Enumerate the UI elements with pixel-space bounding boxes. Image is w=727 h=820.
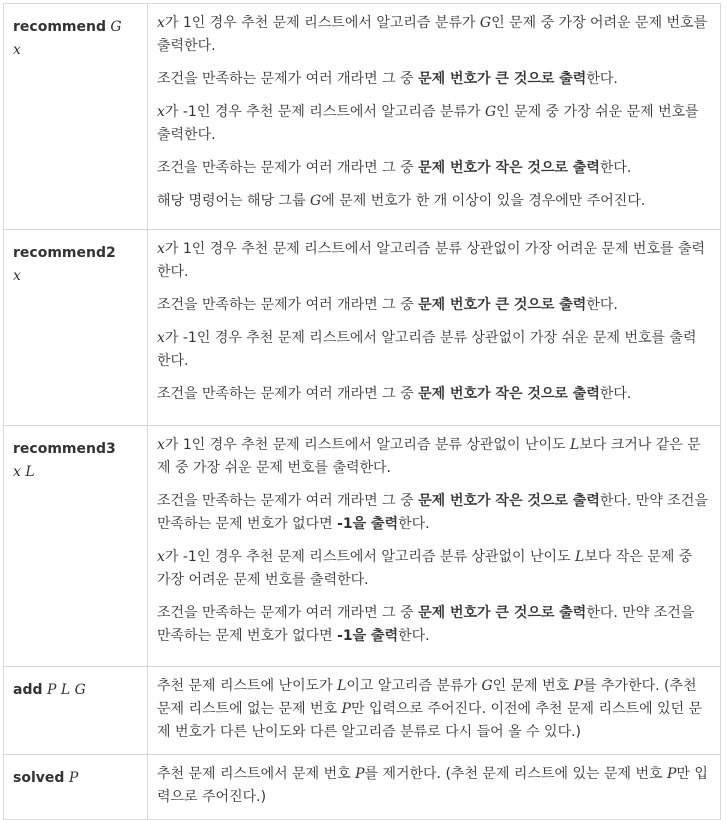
command-params: x [13,42,21,58]
command-params: P L G [42,682,86,698]
text-run: 한다. [586,297,618,313]
text-run: 인 문제 중 가장 쉬운 문제 번호를 출력한다. [157,104,699,143]
description-paragraph [157,294,710,317]
emphasis-text: -1을 출력 [337,516,399,532]
command-keyword: add [13,682,43,698]
text-run: 한다. [586,71,618,87]
description-paragraph [157,157,710,180]
text-run: 를 제거한다. (추천 문제 리스트에 있는 문제 번호 [364,766,667,782]
text-run: 인 문제 번호 [492,678,574,694]
description-paragraph [157,675,710,744]
math-variable: x [157,104,165,120]
description-paragraph [157,763,710,809]
command-keyword: recommend [13,19,106,35]
math-variable: x [157,330,165,346]
text-run: 추천 문제 리스트에서 문제 번호 [157,766,356,782]
command-row-add [4,667,721,755]
math-variable: x [157,15,165,31]
text-run: 추천 문제 리스트에 난이도가 [157,678,338,694]
command-row-recommend [4,4,721,230]
description-paragraph [157,190,710,213]
math-variable: x [157,549,165,565]
description-paragraph [157,383,710,406]
text-run: 조건을 만족하는 문제가 여러 개라면 그 중 [157,493,419,509]
math-variable: P [341,701,351,717]
text-run: 가 1인 경우 추천 문제 리스트에서 알고리즘 분류 상관없이 가장 어려운 문제 번호를 출력한다. [157,241,706,280]
text-run: 이고 알고리즘 분류가 [346,678,482,694]
command-params: x [13,268,21,284]
command-table [3,3,721,820]
description-paragraph [157,546,710,592]
text-run: 조건을 만족하는 문제가 여러 개라면 그 중 [157,386,419,402]
command-cell [4,4,148,230]
emphasis-text: 문제 번호가 작은 것으로 출력 [418,493,600,509]
command-row-recommend2 [4,230,721,426]
math-variable: G [484,104,497,120]
text-run: 조건을 만족하는 문제가 여러 개라면 그 중 [157,605,419,621]
command-row-solved [4,755,721,820]
emphasis-text: 문제 번호가 큰 것으로 출력 [418,71,587,87]
text-run: 를 추가한다. (추천 문제 리스트에 없는 문제 번호 [157,678,697,717]
command-params: G [105,19,122,35]
command-keyword: recommend3 [13,441,116,457]
math-variable: G [481,678,493,694]
text-run: 만 입력으로 주어진다.) [157,766,708,805]
description-paragraph [157,68,710,91]
description-paragraph [157,490,710,536]
text-run: 한다. [599,386,632,402]
description-paragraph [157,101,710,147]
command-params: P [64,770,79,786]
text-run: 조건을 만족하는 문제가 여러 개라면 그 중 [157,160,419,176]
emphasis-text: 문제 번호가 작은 것으로 출력 [418,160,600,176]
description-cell [148,667,721,755]
description-paragraph [157,238,710,284]
command-cell [4,667,148,755]
text-run: 인 문제 중 가장 어려운 문제 번호를 출력한다. [157,15,708,54]
description-paragraph [157,12,710,58]
text-run: 한다. 만약 조건을 만족하는 문제 번호가 없다면 [157,605,695,644]
text-run: 가 -1인 경우 추천 문제 리스트에서 알고리즘 분류 상관없이 가장 쉬운 문제 번호를 출력한다. [157,330,697,369]
math-variable: L [575,549,585,565]
text-run: 만 입력으로 주어진다. 이전에 추천 문제 리스트에 있던 문제 번호가 다른 난이도와 다른 알고리즘 분류로 다시 들어 올 수 있다.) [157,701,703,740]
text-run: 한다. [398,516,430,532]
text-run: 가 1인 경우 추천 문제 리스트에서 알고리즘 분류 상관없이 난이도 [164,437,570,453]
math-variable: L [569,437,580,453]
math-variable: P [666,766,677,782]
description-paragraph [157,434,710,480]
math-variable: x [157,241,165,257]
math-variable: G [479,15,492,31]
text-run: 한다. 만약 조건을 만족하는 문제 번호가 없다면 [157,493,708,532]
command-keyword: recommend2 [13,245,116,261]
emphasis-text: 문제 번호가 작은 것으로 출력 [418,386,600,402]
text-run: 가 1인 경우 추천 문제 리스트에서 알고리즘 분류가 [164,15,480,31]
text-run: 해당 명령어는 해당 그룹 [157,193,311,209]
command-keyword: solved [13,770,65,786]
text-run: 보다 크거나 같은 문제 중 가장 쉬운 문제 번호를 출력한다. [157,437,701,476]
math-variable: G [310,193,322,209]
description-cell [148,755,721,820]
command-params: x L [13,464,35,480]
description-cell [148,4,721,230]
math-variable: L [337,678,347,694]
description-cell [148,426,721,667]
math-variable: x [157,437,165,453]
description-paragraph [157,327,710,373]
description-cell [148,230,721,426]
math-variable: P [355,766,365,782]
command-row-recommend3 [4,426,721,667]
text-run: 보다 작은 문제 중 가장 어려운 문제 번호를 출력한다. [157,549,693,588]
command-cell [4,755,148,820]
text-run: 한다. [398,628,430,644]
command-cell [4,230,148,426]
emphasis-text: 문제 번호가 큰 것으로 출력 [418,297,587,313]
text-run: 가 -1인 경우 추천 문제 리스트에서 알고리즘 분류 상관없이 난이도 [164,549,575,565]
description-paragraph [157,602,710,648]
text-run: 조건을 만족하는 문제가 여러 개라면 그 중 [157,297,419,313]
text-run: 에 문제 번호가 한 개 이상이 있을 경우에만 주어진다. [321,193,646,209]
text-run: 한다. [599,160,632,176]
emphasis-text: 문제 번호가 큰 것으로 출력 [418,605,587,621]
emphasis-text: -1을 출력 [337,628,399,644]
command-cell [4,426,148,667]
math-variable: P [573,678,584,694]
text-run: 조건을 만족하는 문제가 여러 개라면 그 중 [157,71,419,87]
text-run: 가 -1인 경우 추천 문제 리스트에서 알고리즘 분류가 [164,104,485,120]
